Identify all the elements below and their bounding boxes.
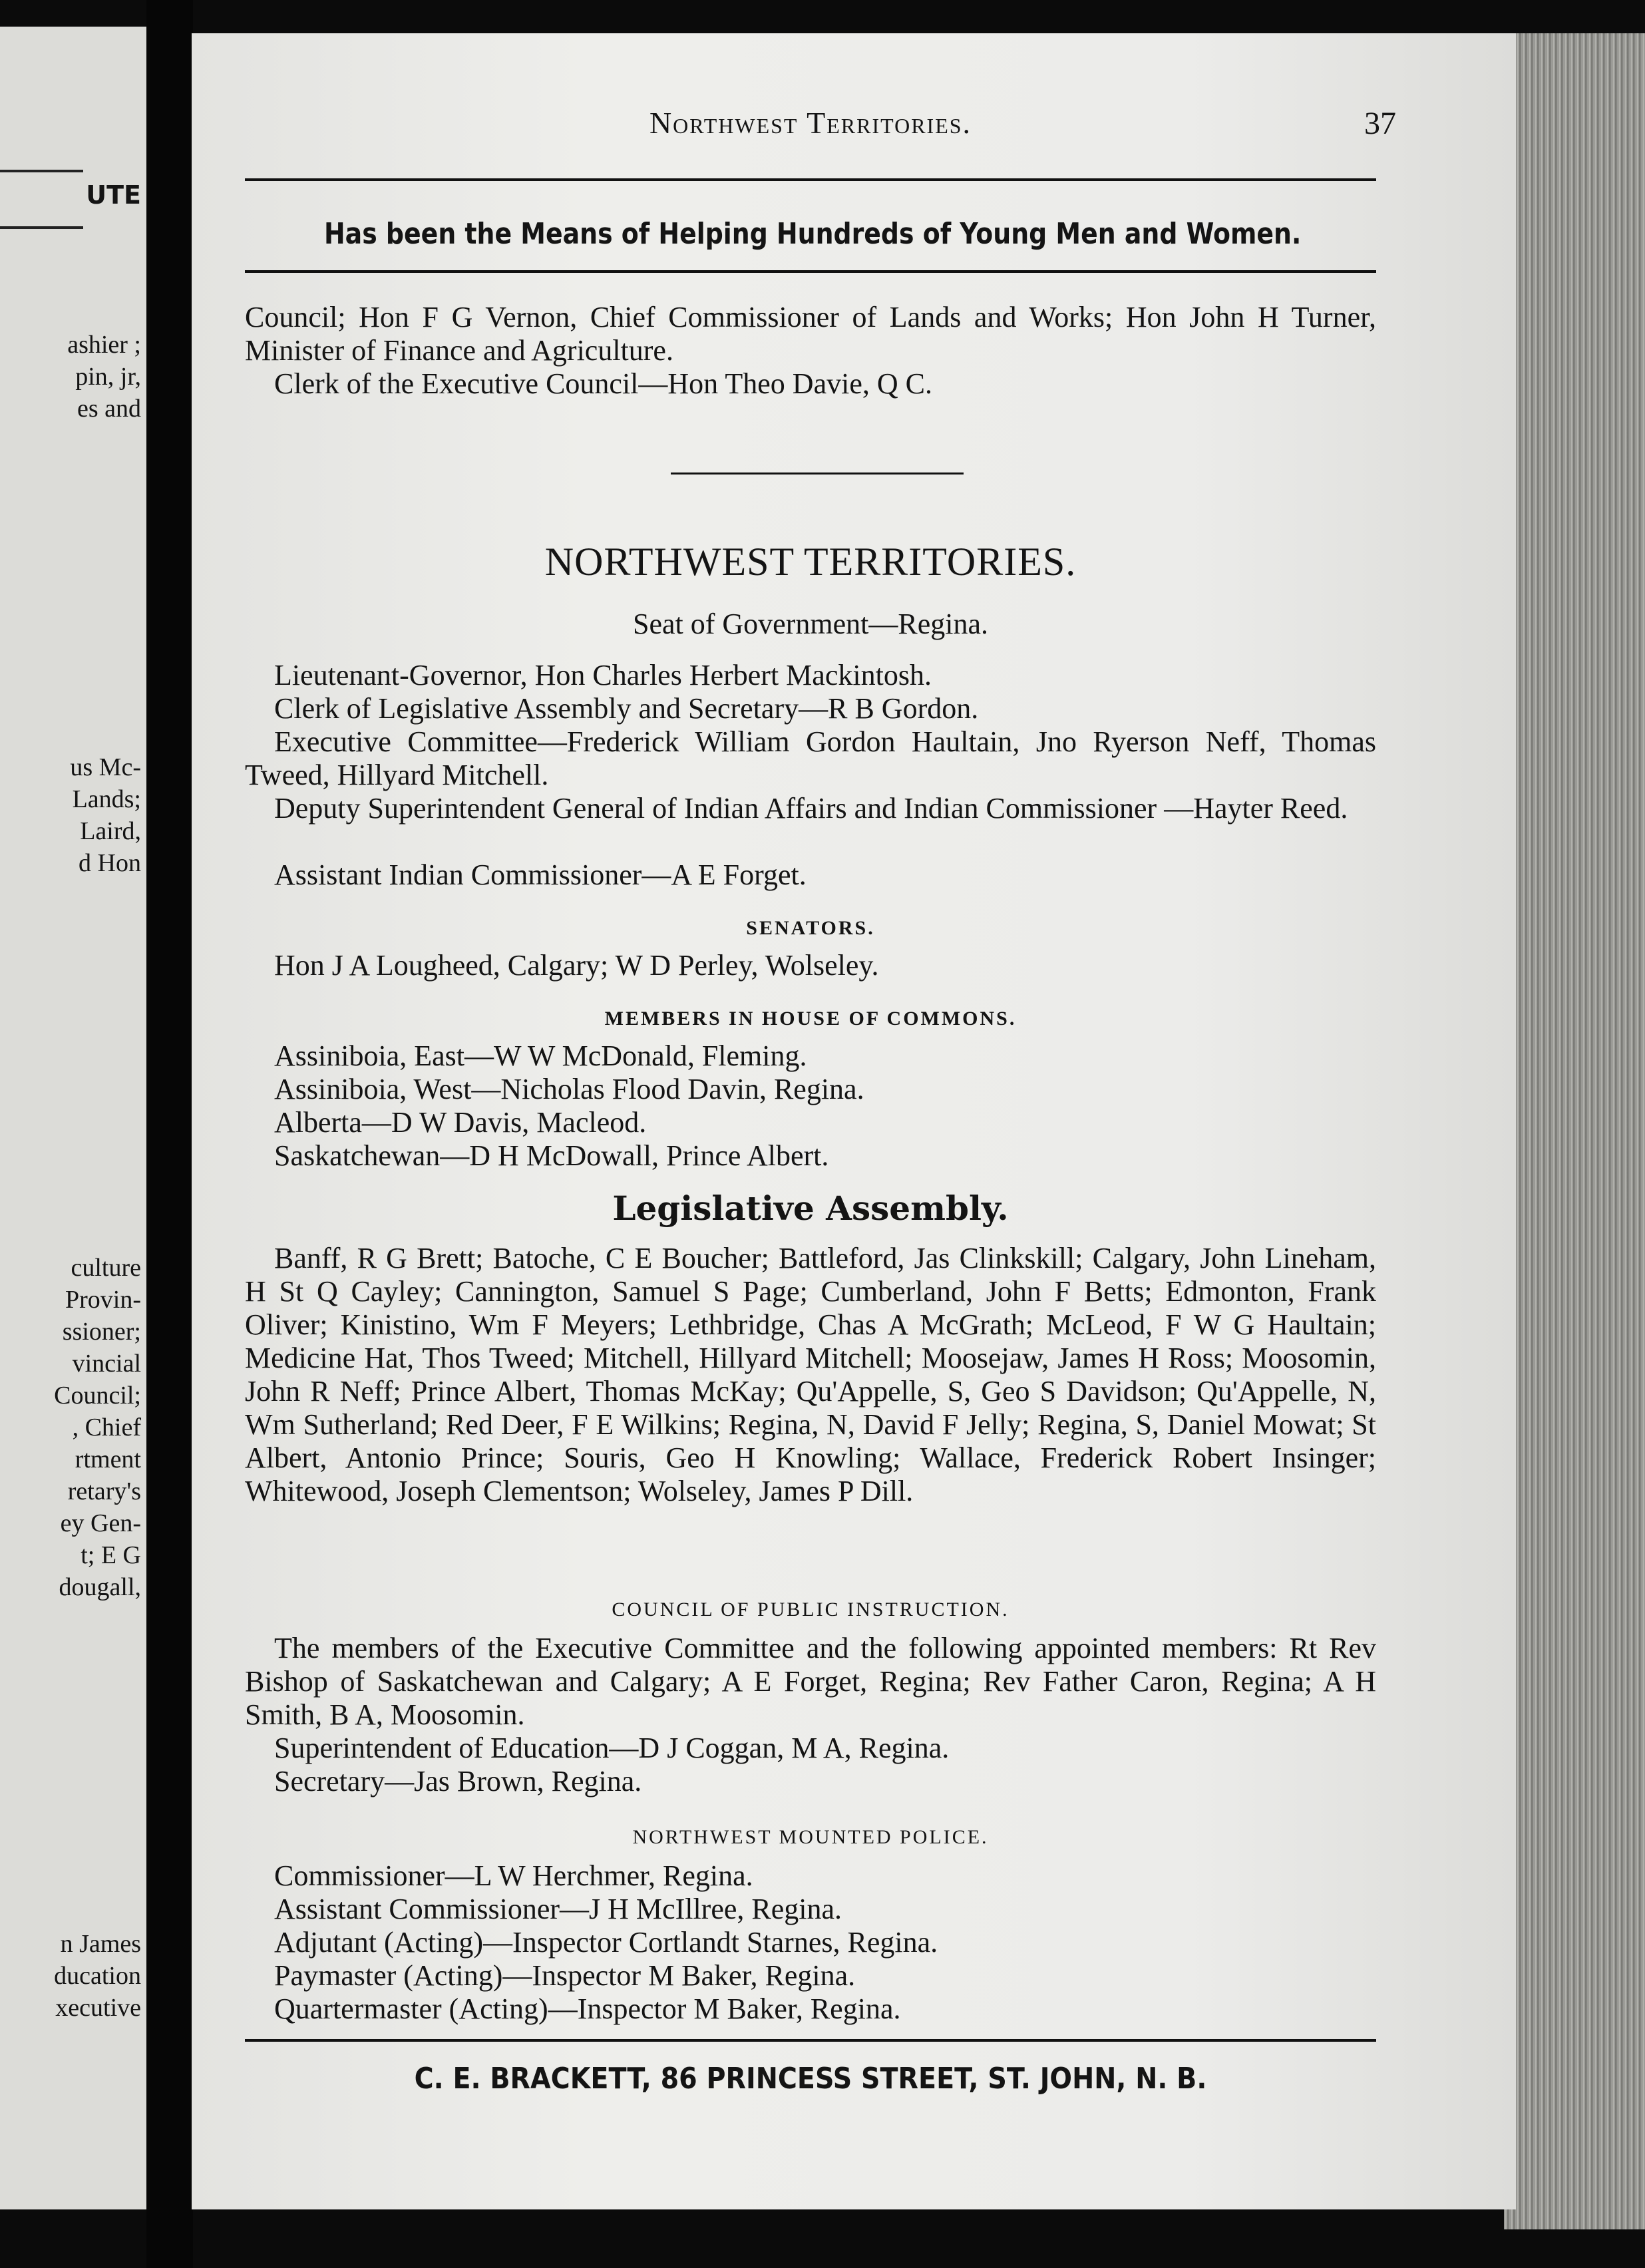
left-page-fragment: ssioner; — [62, 1318, 141, 1346]
left-page-rule — [0, 226, 83, 229]
left-page-rule — [0, 170, 83, 172]
left-page-fragment: pin, jr, — [75, 363, 141, 391]
left-page-fragment: es and — [77, 395, 141, 423]
police-officer: Assistant Commissioner—J H McIllree, Regina. — [274, 1893, 842, 1925]
left-page-fragment: dougall, — [59, 1573, 141, 1601]
left-page-fragment: Laird, — [80, 817, 141, 845]
police-officer: Adjutant (Acting)—Inspector Cortlandt Starnes, Regina. — [274, 1926, 938, 1959]
left-page-fragment: retary's — [67, 1477, 141, 1505]
public-instruction-heading: COUNCIL OF PUBLIC INSTRUCTION. — [612, 1599, 1009, 1620]
banner-rule — [245, 270, 1376, 273]
legislative-clerk: Clerk of Legislative Assembly and Secretary—R B Gordon. — [274, 692, 979, 725]
left-page-fragment: rtment — [75, 1445, 141, 1473]
left-page-fragment: ashier ; — [67, 331, 141, 359]
section-divider — [671, 472, 964, 474]
header-rule — [245, 178, 1376, 181]
left-page-fragment: d Hon — [79, 849, 141, 877]
left-page-fragment: ducation — [54, 1962, 141, 1990]
left-page-fragment: UTE — [86, 180, 141, 210]
page-number: 37 — [1364, 106, 1396, 141]
senators-heading: SENATORS. — [746, 917, 875, 939]
running-head: Northwest Territories. — [649, 106, 972, 140]
left-page-fragment: ey Gen- — [60, 1509, 141, 1537]
commons-member: Assiniboia, West—Nicholas Flood Davin, Regina. — [274, 1073, 864, 1105]
main-page — [192, 33, 1516, 2209]
legislative-assembly-members: Banff, R G Brett; Batoche, C E Boucher; Battleford, Jas Clinkskill; Calgary, John Lineham, H St Q Cayley; Cannington, Samuel S Page; Cumberland, John F Betts; Edmonton, Frank Oliver; Kinistino, Wm F Meyers; Lethbridge, Chas A McGrath; McLeod, F W G Haultain; Medicine Hat, Thos Tweed; Mitchell, Hillyard Mitchell; Moosejaw, James H Ross; Moosomin, John R Neff; Prince Albert, Thomas McKay; Qu'Appelle, S, Geo S Davidson; Qu'Appelle, N, Wm Sutherland; Red Deer, F E Wilkins; Regina, N, David F Jelly; Regina, S, Daniel Mowat; St Albert, Antonio Prince; Souris, Geo H Knowling; Wallace, Frederick Robert Insinger; Whitewood, Joseph Clementson; Wolseley, James P Dill. — [245, 1242, 1376, 1507]
commons-heading: MEMBERS IN HOUSE OF COMMONS. — [604, 1008, 1017, 1030]
seat-of-government: Seat of Government—Regina. — [633, 608, 988, 640]
assistant-indian-commissioner: Assistant Indian Commissioner—A E Forget. — [274, 858, 807, 891]
section-title: NORTHWEST TERRITORIES. — [544, 540, 1077, 584]
superintendent-of-education: Superintendent of Education—D J Coggan, M A, Regina. — [274, 1732, 950, 1764]
deputy-superintendent: Deputy Superintendent General of Indian Affairs and Indian Commissioner —Hayter Reed. — [274, 792, 1348, 825]
left-page-fragment: culture — [71, 1254, 141, 1282]
footer-advertisement: C. E. BRACKETT, 86 PRINCESS STREET, ST. JOHN, N. B. — [414, 2062, 1207, 2096]
police-officer: Quartermaster (Acting)—Inspector M Baker, Regina. — [274, 1992, 901, 2025]
left-page-fragment: Lands; — [72, 785, 141, 813]
commons-member: Assiniboia, East—W W McDonald, Fleming. — [274, 1040, 807, 1072]
footer-rule — [245, 2039, 1376, 2042]
police-officer: Paymaster (Acting)—Inspector M Baker, Regina. — [274, 1959, 856, 1992]
commons-member: Saskatchewan—D H McDowall, Prince Albert. — [274, 1139, 829, 1172]
left-page-fragment: , Chief — [72, 1414, 141, 1441]
executive-committee: Executive Committee—Frederick William Gordon Haultain, Jno Ryerson Neff, Thomas Tweed, Hillyard Mitchell. — [245, 725, 1376, 791]
police-officer: Commissioner—L W Herchmer, Regina. — [274, 1859, 753, 1892]
book-gutter — [146, 0, 193, 2268]
senators-list: Hon J A Lougheed, Calgary; W D Perley, Wolseley. — [274, 949, 879, 982]
left-page-fragment: n James — [60, 1930, 141, 1958]
left-page-fragment: Provin- — [65, 1286, 141, 1314]
legislative-assembly-heading: Legislative Assembly. — [612, 1189, 1009, 1228]
left-facing-page — [0, 27, 146, 2209]
left-page-fragment: vincial — [72, 1350, 141, 1378]
left-page-fragment: Council; — [54, 1382, 141, 1410]
banner-slogan: Has been the Means of Helping Hundreds of Young Men and Women. — [324, 217, 1302, 251]
left-page-fragment: t; E G — [81, 1541, 141, 1569]
public-instruction-secretary: Secretary—Jas Brown, Regina. — [274, 1765, 642, 1797]
left-page-fragment: xecutive — [55, 1994, 141, 2022]
mounted-police-heading: NORTHWEST MOUNTED POLICE. — [632, 1826, 989, 1848]
page-edges — [1504, 33, 1645, 2229]
executive-council-clerk: Clerk of the Executive Council—Hon Theo Davie, Q C. — [274, 367, 932, 400]
commons-member: Alberta—D W Davis, Macleod. — [274, 1106, 647, 1139]
left-page-fragment: us Mc- — [70, 753, 141, 781]
lieutenant-governor: Lieutenant-Governor, Hon Charles Herbert Mackintosh. — [274, 659, 932, 691]
public-instruction-members: The members of the Executive Committee and the following appointed members: Rt Rev Bishop of Saskatchewan and Calgary; A E Forget, Regina; Rev Father Caron, Regina; A H Smith, B A, Moosomin. — [245, 1632, 1376, 1731]
continuation-paragraph: Council; Hon F G Vernon, Chief Commissioner of Lands and Works; Hon John H Turner, Minister of Finance and Agriculture. — [245, 301, 1376, 367]
